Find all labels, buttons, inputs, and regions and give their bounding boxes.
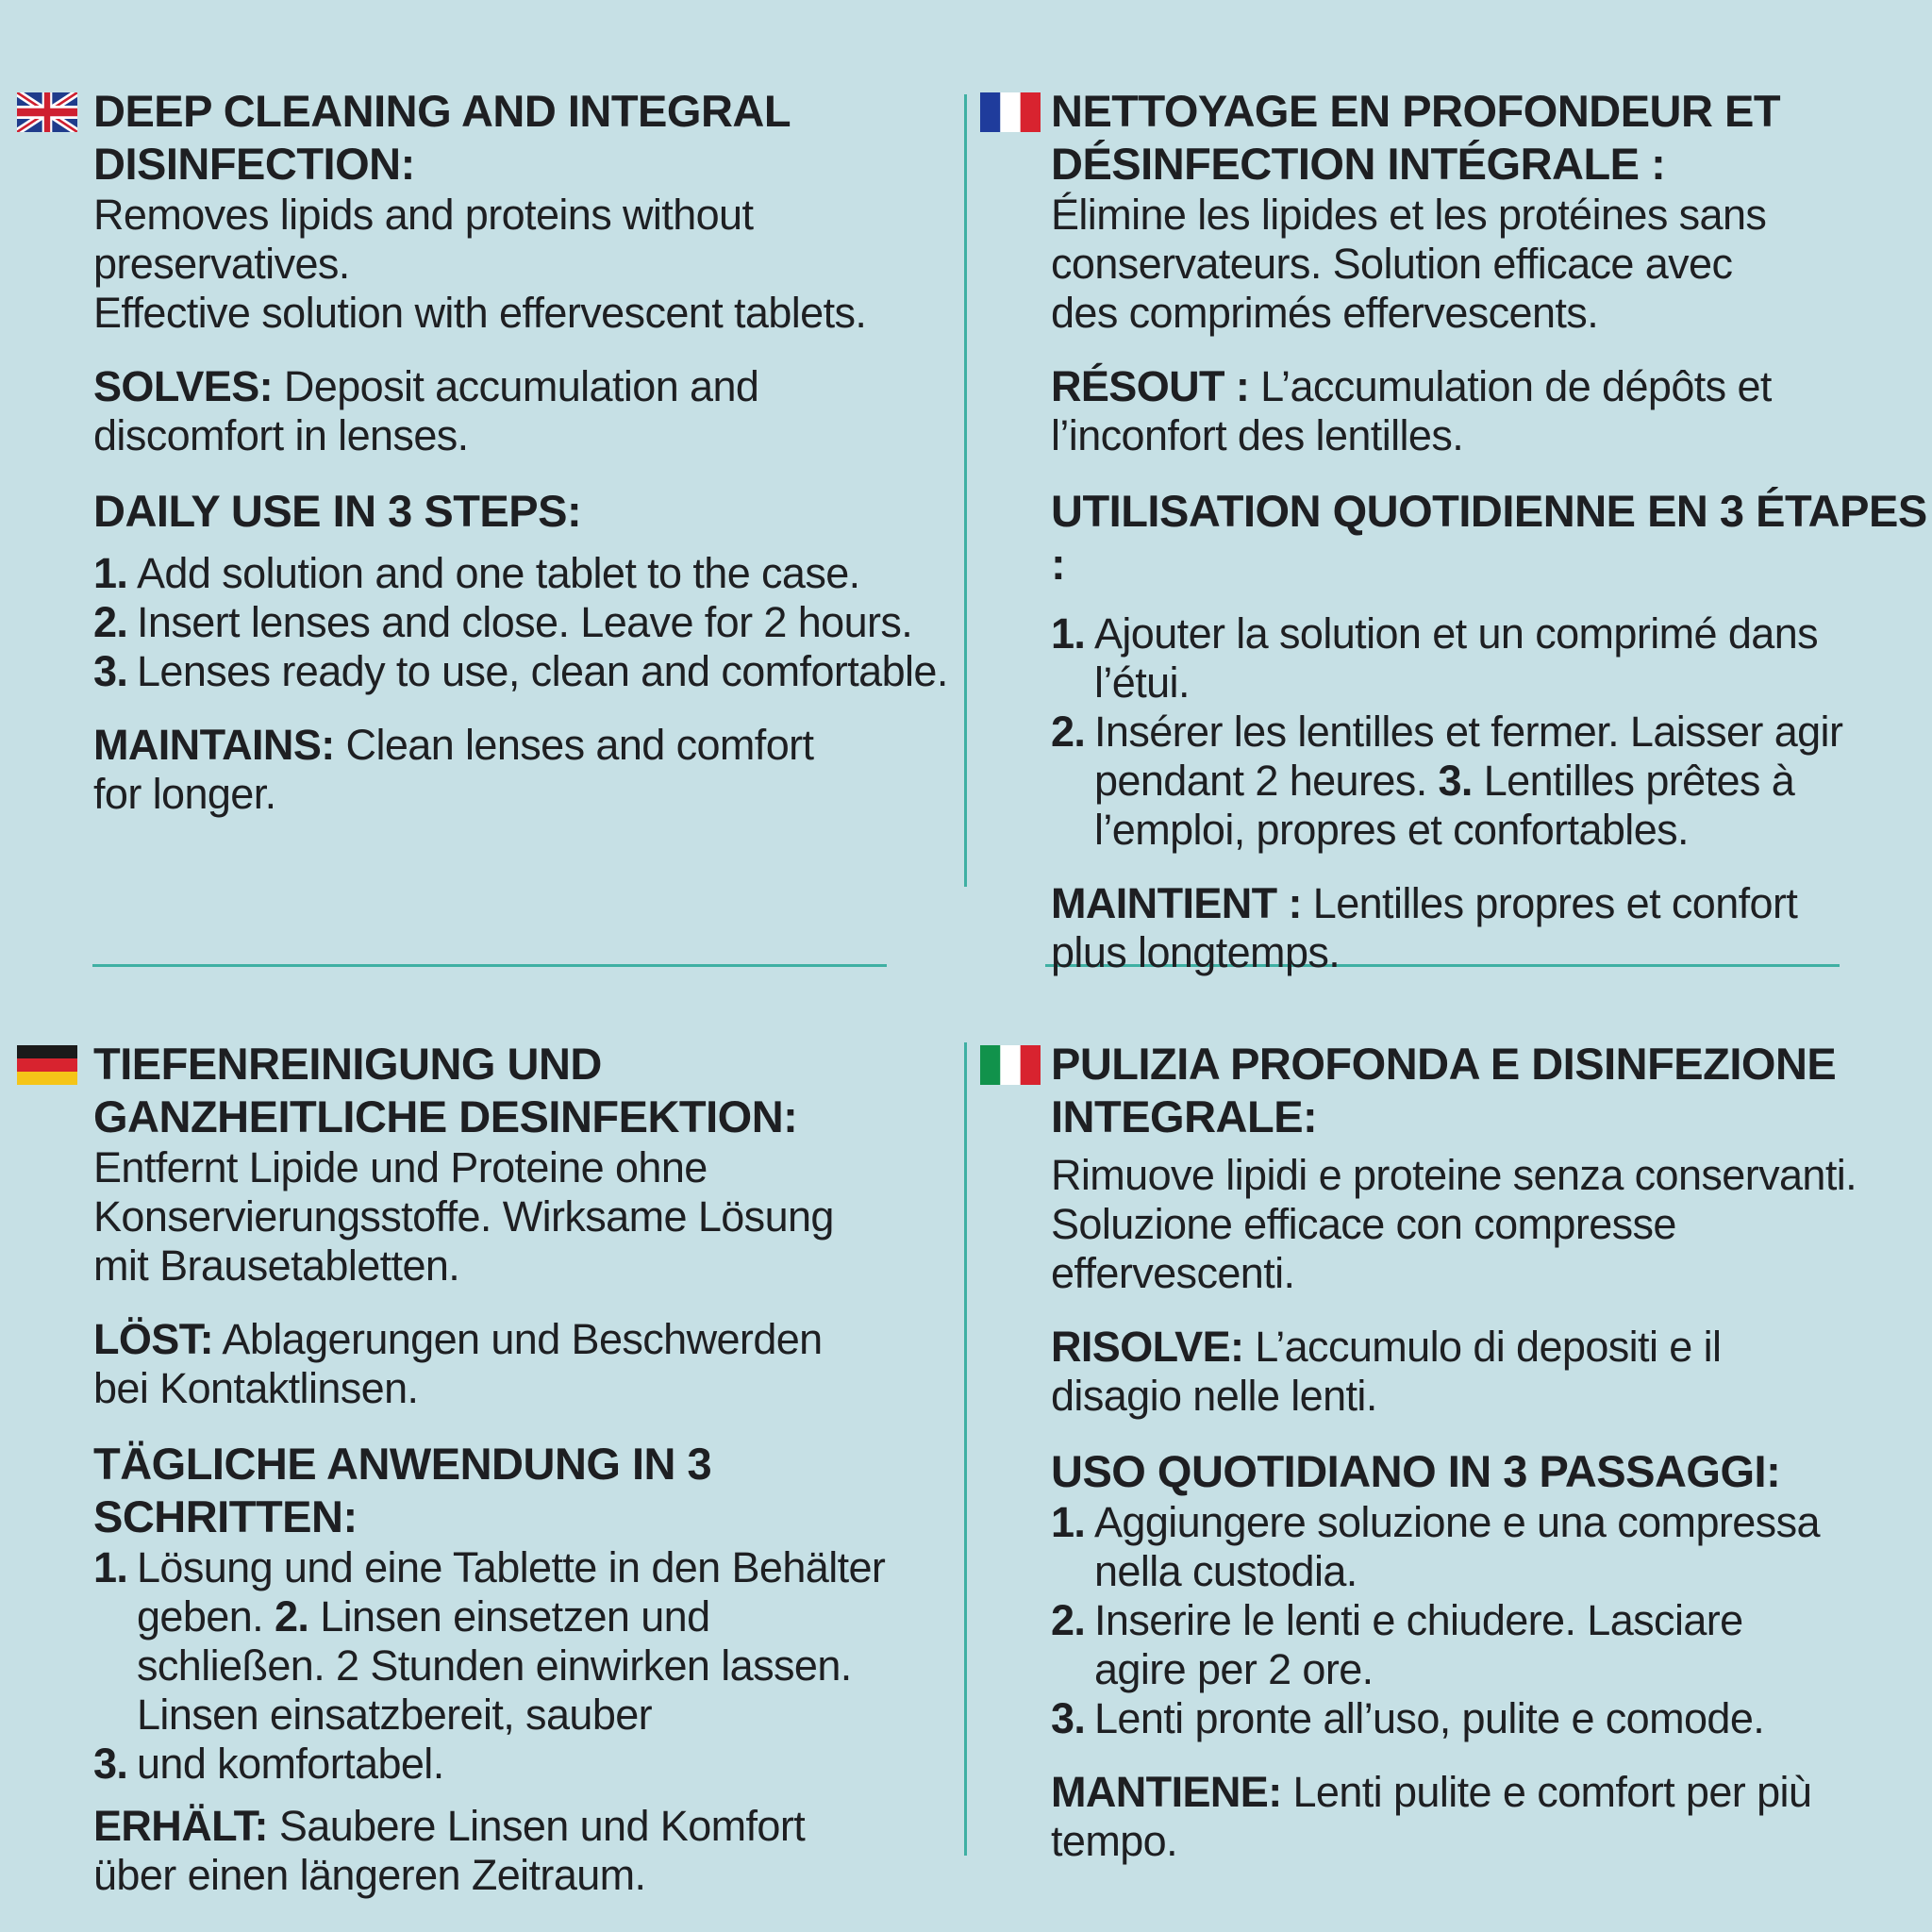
english-intro-line-1: Removes lipids and proteins without preservatives. — [93, 191, 754, 288]
english-solves — [93, 362, 810, 460]
italian-steps-list — [1051, 1498, 1824, 1743]
france-flag-icon — [980, 92, 1041, 132]
germany-flag-icon — [17, 1045, 77, 1085]
german-steps-list — [93, 1543, 886, 1789]
list-item: 3. Lenti pronte all’uso, pulite e comode. — [1051, 1694, 1765, 1742]
italian-maintains-label: MANTIENE: — [1051, 1768, 1282, 1816]
italian-maintains-text: Lenti pulite e comfort per più tempo. — [1051, 1768, 1812, 1865]
list-item: 3.Linsen einsatzbereit, sauber und komfortabel. — [93, 1690, 653, 1788]
list-item: 2. Insert lenses and close. Leave for 2 hours. — [93, 598, 913, 646]
french-title: NETTOYAGE EN PROFONDEUR ET DÉSINFECTION INTÉGRALE : — [1051, 86, 1781, 189]
italy-flag-icon — [980, 1045, 1041, 1085]
german-maintains — [93, 1802, 886, 1900]
list-item: 2. Insérer les lentilles et fermer. Laisser agir pendant 2 heures. 3. Lentilles prêtes à l’emploi, propres et confortables. — [1051, 708, 1843, 854]
french-solves-text: L’accumulation de dépôts et l’inconfort des lentilles. — [1051, 362, 1772, 459]
german-solves — [93, 1315, 886, 1413]
french-content — [1051, 85, 1932, 1002]
english-intro-line-2: Effective solution with effervescent tablets. — [93, 289, 867, 337]
list-item: 1. Lösung und eine Tablette in den Behälter geben. 2. Linsen einsetzen und schließen. 2 Stunden einwirken lassen. — [93, 1543, 886, 1690]
horizontal-divider-left — [92, 964, 887, 967]
list-item: 1. Ajouter la solution et un comprimé dans l’étui. — [1051, 609, 1819, 707]
italian-intro: Rimuove lipidi e proteine senza conservanti. Soluzione efficace con compresse effervescenti. — [1051, 1151, 1857, 1297]
german-solves-label: LÖST: — [93, 1315, 213, 1363]
english-steps-title: DAILY USE IN 3 STEPS: — [93, 486, 582, 536]
french-steps-title: UTILISATION QUOTIDIENNE EN 3 ÉTAPES : — [1051, 486, 1927, 589]
list-item: 1. Aggiungere soluzione e una compressa nella custodia. — [1051, 1498, 1820, 1595]
german-title: TIEFENREINIGUNG UND GANZHEITLICHE DESINFEKTION: — [93, 1039, 798, 1141]
english-solves-text: Deposit accumulation and discomfort in lenses. — [93, 362, 759, 459]
german-content — [93, 1038, 953, 1924]
french-maintains-text: Lentilles propres et confort plus longtemps. — [1051, 879, 1798, 976]
english-intro — [93, 191, 867, 338]
italian-solves-text: L’accumulo di depositi e il disagio nelle lenti. — [1051, 1323, 1722, 1420]
vertical-divider-top — [964, 94, 967, 887]
german-steps-title: TÄGLICHE ANWENDUNG IN 3 SCHRITTEN: — [93, 1439, 712, 1541]
italian-title: PULIZIA PROFONDA E DISINFEZIONE INTEGRALE: — [1051, 1039, 1837, 1141]
french-maintains — [1051, 879, 1806, 977]
german-solves-text: Ablagerungen und Beschwerden bei Kontaktlinsen. — [93, 1315, 823, 1412]
french-solves-label: RÉSOUT : — [1051, 362, 1250, 410]
english-steps-list — [93, 549, 953, 696]
french-maintains-label: MAINTIENT : — [1051, 879, 1302, 927]
uk-flag-icon — [17, 92, 77, 132]
english-maintains-label: MAINTAINS: — [93, 721, 335, 769]
list-item: 1. Add solution and one tablet to the case. — [93, 549, 860, 597]
italian-steps-title: USO QUOTIDIANO IN 3 PASSAGGI: — [1051, 1446, 1781, 1496]
list-item: 3. Lenses ready to use, clean and comfortable. — [93, 647, 948, 695]
german-intro: Entfernt Lipide und Proteine ohne Konservierungsstoffe. Wirksame Lösung mit Brausetabletten. — [93, 1143, 834, 1290]
french-solves — [1051, 362, 1787, 460]
german-maintains-text: Saubere Linsen und Komfort über einen längeren Zeitraum. — [93, 1802, 806, 1899]
french-intro: Élimine les lipides et les protéines sans conservateurs. Solution efficace avec des comprimés effervescents. — [1051, 191, 1767, 337]
italian-content — [1051, 1038, 1932, 1890]
english-maintains — [93, 721, 867, 819]
italian-maintains — [1051, 1768, 1824, 1866]
english-title: DEEP CLEANING AND INTEGRAL DISINFECTION: — [93, 86, 791, 189]
vertical-divider-bottom — [964, 1042, 967, 1856]
english-maintains-text: Clean lenses and comfort for longer. — [93, 721, 814, 818]
list-item: 2. Inserire le lenti e chiudere. Lasciare agire per 2 ore. — [1051, 1596, 1743, 1693]
english-solves-label: SOLVES: — [93, 362, 273, 410]
german-maintains-label: ERHÄLT: — [93, 1802, 268, 1850]
italian-solves-label: RISOLVE: — [1051, 1323, 1244, 1371]
english-content — [93, 85, 953, 843]
italian-solves — [1051, 1323, 1862, 1421]
french-steps-list — [1051, 609, 1900, 855]
